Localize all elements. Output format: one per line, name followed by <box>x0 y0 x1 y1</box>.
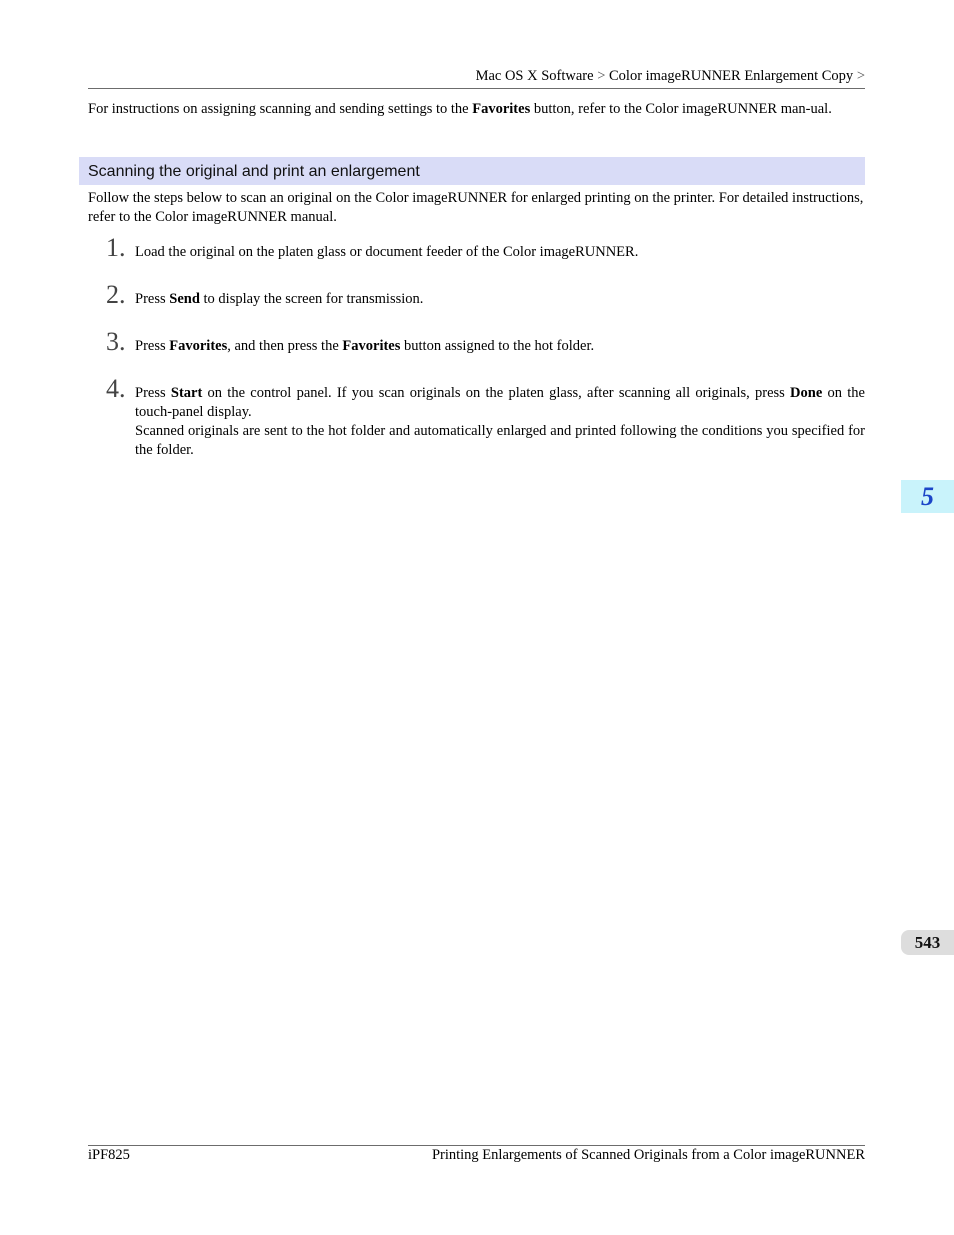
header-divider <box>88 88 865 89</box>
step-bold-start: Start <box>170 385 203 401</box>
section-heading: Scanning the original and print an enlargement <box>79 157 865 185</box>
step-text-part: , and then press the <box>227 338 343 354</box>
step-text-part: Press <box>135 291 170 307</box>
step-text <box>135 243 865 262</box>
step-bold-send: Send <box>169 291 200 307</box>
breadcrumb-separator-trailing: > <box>856 68 865 84</box>
step-text-part: Press <box>135 338 170 354</box>
intro-text-before: For instructions on assigning scanning and sending settings to the <box>88 101 473 117</box>
step-text-part: Load the original on the platen glass or document feeder of the Color imageRUNNER. <box>135 244 639 260</box>
step-text-part: Press <box>135 385 171 401</box>
step-bold-done: Done <box>790 385 823 401</box>
step-text <box>135 337 865 356</box>
breadcrumb-item-enlargement-copy[interactable]: Color imageRUNNER Enlargement Copy <box>609 68 854 84</box>
intro-bold-favorites: Favorites <box>472 101 531 117</box>
step-number: 4. <box>106 374 126 403</box>
footer-chapter-title: Printing Enlargements of Scanned Originals from a Color imageRUNNER <box>431 1147 865 1163</box>
page-number-tab: 543 <box>901 930 954 955</box>
intro-text-after: button, refer to the Color imageRUNNER man-ual. <box>530 101 832 117</box>
step-text <box>135 290 865 309</box>
step-bold-favorites: Favorites <box>169 338 228 354</box>
step-number: 3. <box>106 327 126 356</box>
chapter-tab[interactable]: 5 <box>901 480 954 513</box>
step-text-part: button assigned to the hot folder. <box>400 338 595 354</box>
step-text-part: on the control panel. If you scan originals on the platen glass, after scanning all originals, press <box>202 385 791 401</box>
step-text-part: to display the screen for transmission. <box>199 291 424 307</box>
step-note: Scanned originals are sent to the hot folder and automatically enlarged and printed following the conditions you specified for the folder. <box>135 423 865 458</box>
step-number: 2. <box>106 280 126 309</box>
step-bold-favorites: Favorites <box>342 338 401 354</box>
step-text-part: on the touch-panel display. <box>135 385 865 420</box>
footer-model-name: iPF825 <box>88 1147 130 1163</box>
breadcrumb-item-mac-os-x-software[interactable]: Mac OS X Software <box>475 68 594 84</box>
step-number: 1. <box>106 233 126 262</box>
breadcrumb-separator: > <box>597 68 606 84</box>
intro-paragraph <box>88 100 865 119</box>
breadcrumb <box>88 66 865 86</box>
step-text <box>135 384 865 460</box>
section-intro-paragraph: Follow the steps below to scan an original on the Color imageRUNNER for enlarged printing on the printer. For detailed instructions, refer to the Color imageRUNNER manual. <box>88 190 864 225</box>
